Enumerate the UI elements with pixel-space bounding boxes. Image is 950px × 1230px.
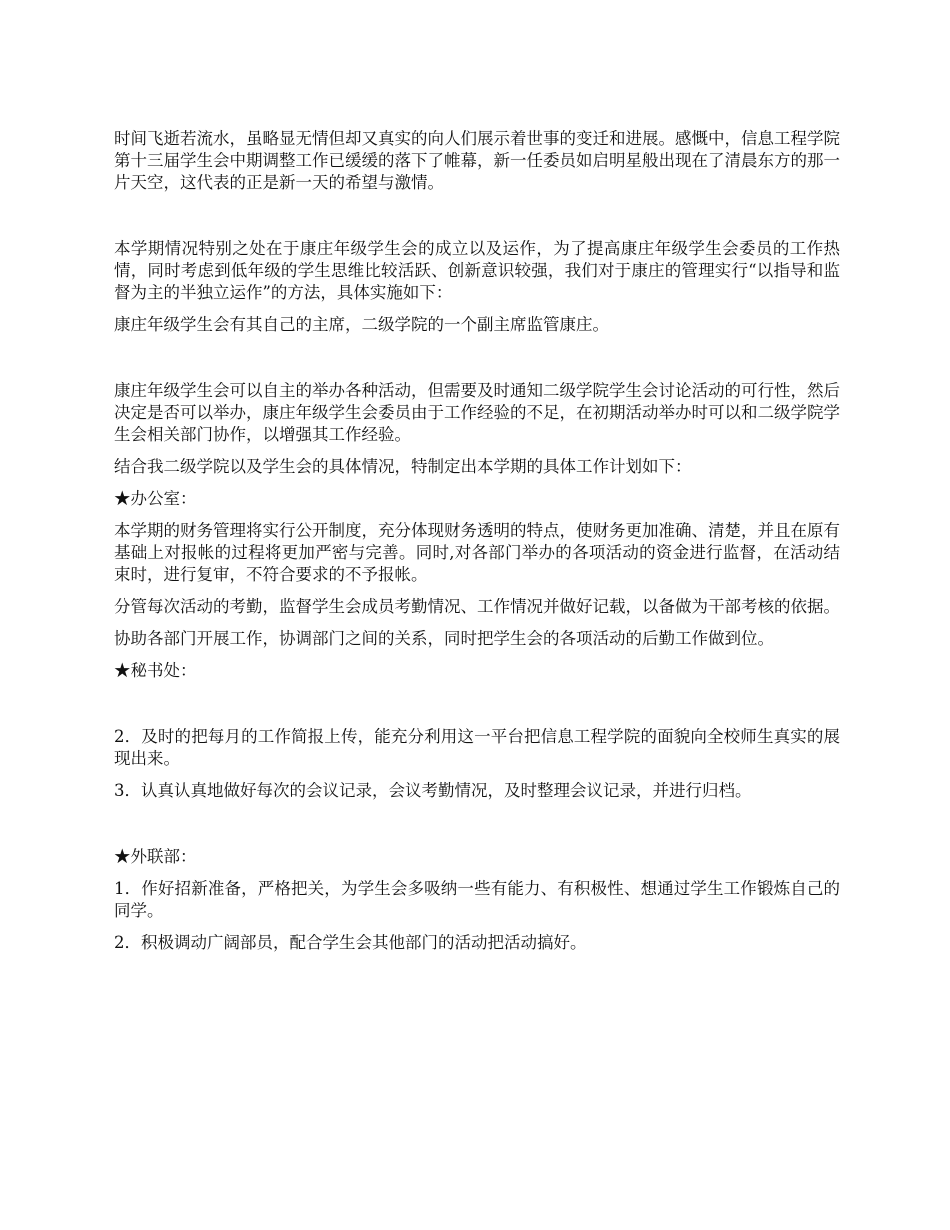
paragraph-plan-intro: 结合我二级学院以及学生会的具体情况，特制定出本学期的具体工作计划如下： <box>114 457 692 476</box>
paragraph-kangzhuang-activities: 康庄年级学生会可以自主的举办各种活动，但需要及时通知二级学院学生会讨论活动的可行性，然后决定是否可以举办，康庄年级学生会委员由于工作经验的不足，在初期活动举办时可以和二级学院学生会相关部门协作，以增强其工作经验。 <box>114 381 840 444</box>
section-heading-office: ★办公室： <box>114 489 197 508</box>
paragraph-semester-situation: 本学期情况特别之处在于康庄年级学生会的成立以及运作，为了提高康庄年级学生会委员的工作热情，同时考虑到低年级的学生思维比较活跃、创新意识较强，我们对于康庄的管理实行“以指导和监督为主的半独立运作”的方法，具体实施如下： <box>114 239 840 302</box>
paragraph-intro: 时间飞逝若流水，虽略显无情但却又真实的向人们展示着世事的变迁和进展。感慨中，信息工程学院第十三届学生会中期调整工作已缓缓的落下了帷幕，新一任委员如启明星般出现在了清晨东方的那一片天空，这代表的正是新一天的希望与激情。 <box>114 129 840 192</box>
paragraph-office-attendance: 分管每次活动的考勤，监督学生会成员考勤情况、工作情况并做好记载，以备做为干部考核的依据。 <box>114 597 840 616</box>
paragraph-kangzhuang-chair: 康庄年级学生会有其自己的主席，二级学院的一个副主席监管康庄。 <box>114 315 609 334</box>
list-item-secretariat-3: 3．认真认真地做好每次的会议记录，会议考勤情况，及时整理会议记录，并进行归档。 <box>114 781 752 800</box>
paragraph-office-coordination: 协助各部门开展工作，协调部门之间的关系，同时把学生会的各项活动的后勤工作做到位。 <box>114 629 774 648</box>
list-item-external-2: 2．积极调动广阔部员，配合学生会其他部门的活动把活动搞好。 <box>114 933 587 952</box>
section-heading-external: ★外联部： <box>114 847 197 866</box>
document-body <box>114 128 840 954</box>
list-item-external-1: 1．作好招新准备，严格把关，为学生会多吸纳一些有能力、有积极性、想通过学生工作锻炼自己的同学。 <box>114 879 840 920</box>
paragraph-office-finance: 本学期的财务管理将实行公开制度，充分体现财务透明的特点，使财务更加准确、清楚，并且在原有基础上对报帐的过程将更加严密与完善。同时,对各部门举办的各项活动的资金进行监督，在活动结束时，进行复审，不符合要求的不予报帐。 <box>114 521 840 584</box>
list-item-secretariat-2: 2．及时的把每月的工作简报上传，能充分利用这一平台把信息工程学院的面貌向全校师生真实的展现出来。 <box>114 727 840 768</box>
section-heading-secretariat: ★秘书处： <box>114 661 197 680</box>
